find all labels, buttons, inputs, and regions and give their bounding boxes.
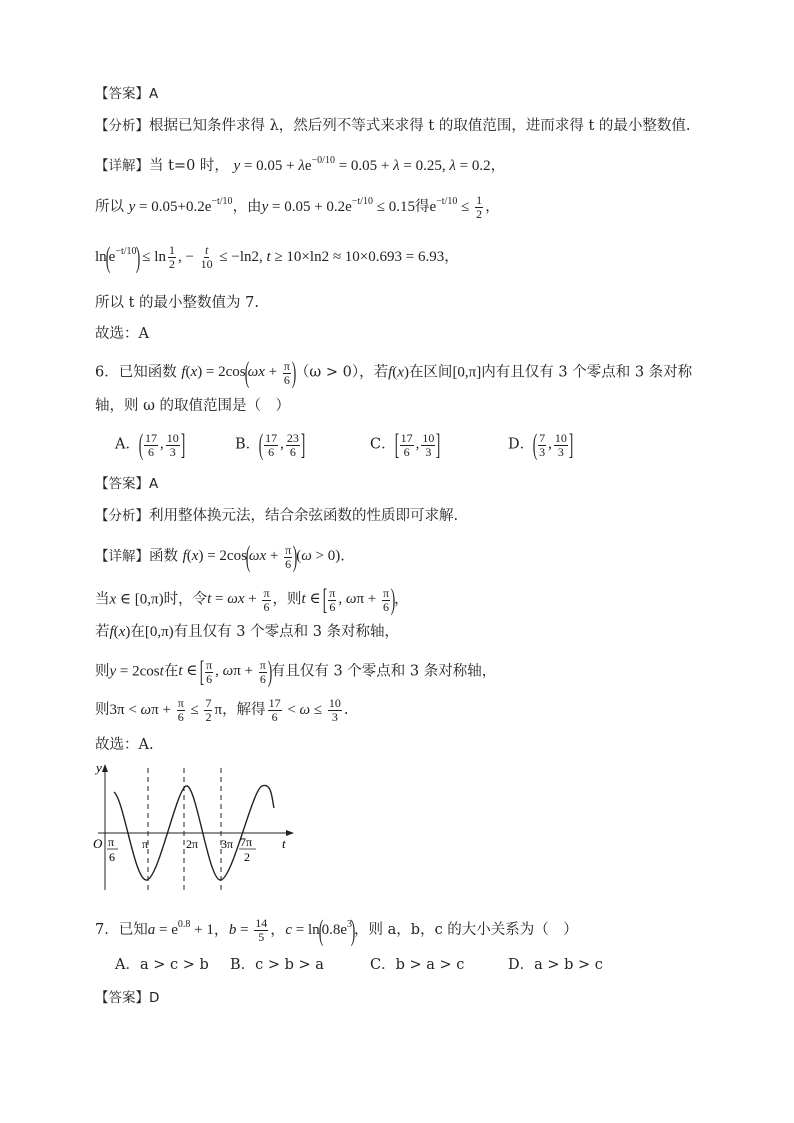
- choose-6: 故选：A.: [95, 737, 154, 753]
- q6-in: 在区间: [408, 364, 453, 381]
- text-solve: ，解得: [222, 701, 266, 718]
- formula-fx2: f(x): [109, 624, 131, 640]
- formula-ineq1: 3π < ωπ + $\frac{\pi}{6}$ ≤ $\frac{7}{2}$ π: [109, 696, 223, 724]
- option-c[interactable]: [370, 430, 439, 460]
- label-pi6-num: π: [108, 835, 115, 849]
- formula-f-def2: f(x) = 2cos(ωx + $\frac{\pi}{6}$ )(ω > 0): [182, 540, 341, 573]
- label-y: y: [96, 760, 102, 775]
- text-by: ，由: [232, 199, 262, 215]
- t-axis-arrow: [286, 830, 294, 836]
- label-origin: O: [93, 836, 103, 851]
- option-a-value: ( $\frac{17}{6}$ , $\frac{10}{3}$ ]: [138, 428, 185, 461]
- text-then: ，则: [272, 591, 302, 608]
- analysis-text: 根据已知条件求得 λ，然后列不等式来求得 t 的取值范围，进而求得 t 的最小整数值.: [149, 118, 691, 134]
- formula-interval2: [0,π): [144, 624, 174, 640]
- question-6-line2: 轴，则 ω 的取值范围是（ ）: [95, 398, 291, 414]
- answer-6: 【答案】A: [95, 476, 159, 492]
- option-b[interactable]: [235, 430, 304, 460]
- analysis-6: [95, 506, 458, 526]
- text-comma: ，: [485, 199, 500, 215]
- question-7-options: [95, 955, 695, 977]
- formula-exp-half: $e^{-t/10}$ ≤ $\frac{1}{2}$: [429, 193, 483, 222]
- formula-y-cos: y = 2cost: [109, 663, 164, 680]
- formula-fx-arg: (x): [392, 364, 409, 381]
- analysis-5: [95, 116, 691, 136]
- label-pi6-den: 6: [109, 850, 115, 864]
- q7-option-d[interactable]: D．a > b > c: [508, 957, 603, 973]
- question-7-line1: [95, 915, 578, 946]
- option-d[interactable]: [508, 430, 572, 460]
- detail-5-line3: $\ln(e^{-t/10}) \le \ln$ $\frac{1}{2}$ , − $\frac{t}{10}$ ≤ −ln2, t ≥ 10×ln2 ≈ 10×0.693 = 6.93，: [95, 240, 459, 274]
- label-t: t: [282, 836, 286, 851]
- detail-6-line1: 【详解】函数 f(x) = 2cos(ωx + $\frac{\pi}{6}$ )(ω > 0).: [95, 540, 345, 573]
- cosine-graph: [90, 760, 300, 895]
- analysis-tag: 【分析】: [95, 508, 149, 524]
- q6-cond: （ω > 0），若: [294, 364, 389, 381]
- formula-t-sub: t = ωx + $\frac{\pi}{6}$: [207, 585, 270, 614]
- option-d-label: D．: [508, 436, 535, 453]
- formula-result: $\frac{17}{6}$ < ω ≤ $\frac{10}{3}$: [268, 696, 341, 724]
- q7-rest: ，则 a，b，c 的大小关系为（ ）: [354, 922, 578, 938]
- detail-tag: 【详解】: [95, 548, 149, 565]
- label-7pi-den: 2: [244, 850, 250, 864]
- q7-intro: 7．已知: [95, 922, 148, 938]
- label-2pi: 2π: [186, 837, 199, 851]
- q6-rest: 内有且仅有 3 个零点和 3 条对称: [481, 364, 693, 381]
- formula-t-range2: t ∈ [ $\frac{\pi}{6}$ , ωπ + $\frac{\pi}{6}$ ): [178, 655, 273, 688]
- detail-6-line2: 当x ∈ [0,π)时，令t = ωx + $\frac{\pi}{6}$ ，则t ∈ [ $\frac{\pi}{6}$ , ωπ + $\frac{\pi}{6}$ )，: [95, 583, 409, 616]
- text-if-rest: 有且仅有 3 个零点和 3 条对称轴，: [173, 624, 400, 640]
- conclusion-5: 所以 t 的最小整数值为 7.: [95, 295, 259, 311]
- detail-6-line4: [95, 657, 496, 687]
- formula-x-range: x ∈ [0,π): [109, 591, 164, 608]
- y-axis-arrow: [102, 764, 108, 772]
- detail-text: 函数: [149, 548, 178, 565]
- q6-intro: 6．已知函数: [95, 364, 177, 381]
- q7-option-a[interactable]: A．a > c > b: [115, 957, 209, 973]
- formula-t-range: t ∈ [ $\frac{\pi}{6}$ , ωπ + $\frac{\pi}{6}$ ): [301, 583, 396, 616]
- option-d-value: ( $\frac{7}{3}$ , $\frac{10}{3}$ ]: [532, 428, 574, 461]
- analysis-text: 利用整体换元法，结合余弦函数的性质即可求解.: [149, 508, 459, 524]
- text-then3: 则: [95, 701, 110, 718]
- text-then-rest: 有且仅有 3 个零点和 3 条对称轴，: [270, 663, 497, 680]
- text-let: 时，令: [163, 591, 208, 608]
- formula-interval: [0,π]: [452, 364, 482, 381]
- text-get: 得: [415, 199, 430, 215]
- q7-option-c[interactable]: C．b > a > c: [370, 957, 465, 973]
- option-c-value: [ $\frac{17}{6}$ , $\frac{10}{3}$ ]: [394, 428, 441, 461]
- text-if: 若: [95, 624, 110, 640]
- text-when: 当: [95, 591, 110, 608]
- detail-6-line5: 则3π < ωπ + $\frac{\pi}{6}$ ≤ $\frac{7}{2}$ π，解得 $\frac{17}{6}$ < ω ≤ $\frac{10}{3}$ .: [95, 696, 349, 724]
- text-so: 所以: [95, 199, 124, 215]
- text-then2: 则: [95, 663, 110, 680]
- formula-fx: f: [388, 364, 393, 381]
- answer-7: 【答案】D: [95, 990, 160, 1006]
- option-a-label: A．: [115, 436, 140, 453]
- detail-6-line3: [95, 622, 399, 642]
- q7-option-b[interactable]: B．c > b > a: [230, 957, 324, 973]
- label-7pi: 7π: [240, 835, 253, 849]
- detail-5-line1: 【详解】当 t=0 时， $y = 0.05 + \lambda e^{-0/10} = 0.05 + \lambda = 0.25$, λ = 0.2，: [95, 155, 506, 174]
- detail-5-line2: [95, 192, 500, 221]
- option-b-label: B．: [235, 436, 261, 453]
- choose-5: 故选：A: [95, 326, 149, 342]
- analysis-tag: 【分析】: [95, 118, 149, 134]
- detail-tag: 【详解】: [95, 158, 149, 174]
- text-on: 在: [130, 624, 145, 640]
- option-b-value: ( $\frac{17}{6}$ , $\frac{23}{6}$ ]: [258, 428, 306, 461]
- label-pi: π: [142, 837, 149, 851]
- formula-f-def: f(x) = 2cos(ωx + $\frac{\pi}{6}$ ): [181, 356, 297, 389]
- formula-y: $y = 0.05+0.2e^{-t/10}$: [128, 196, 233, 215]
- question-6-line1: [95, 358, 692, 388]
- text-on2: 在: [163, 663, 179, 680]
- detail-text: 当 t=0 时，: [149, 158, 229, 174]
- answer-5: 【答案】A: [95, 86, 159, 102]
- option-c-label: C．: [370, 436, 396, 453]
- formula-ln-chain: $\ln(e^{-t/10}) \le \ln$ $\frac{1}{2}$ , − $\frac{t}{10}$ ≤ −ln2, t ≥ 10×ln2 ≈ 10×0.693 = 6.93: [95, 240, 445, 274]
- option-a[interactable]: [115, 430, 184, 460]
- formula-inequality: $y = 0.05 + 0.2e^{-t/10} \le 0.15$: [261, 196, 415, 215]
- label-3pi: 3π: [221, 837, 234, 851]
- question-6-options: [95, 430, 695, 464]
- formula-y-at-0: $y = 0.05 + \lambda e^{-0/10} = 0.05 + \lambda = 0.25$, λ = 0.2: [233, 155, 491, 174]
- formula-abc: $a = e^{0.8} + 1$，b = $\frac{14}{5}$ ，$c = \ln(0.8e^3)$: [147, 913, 356, 947]
